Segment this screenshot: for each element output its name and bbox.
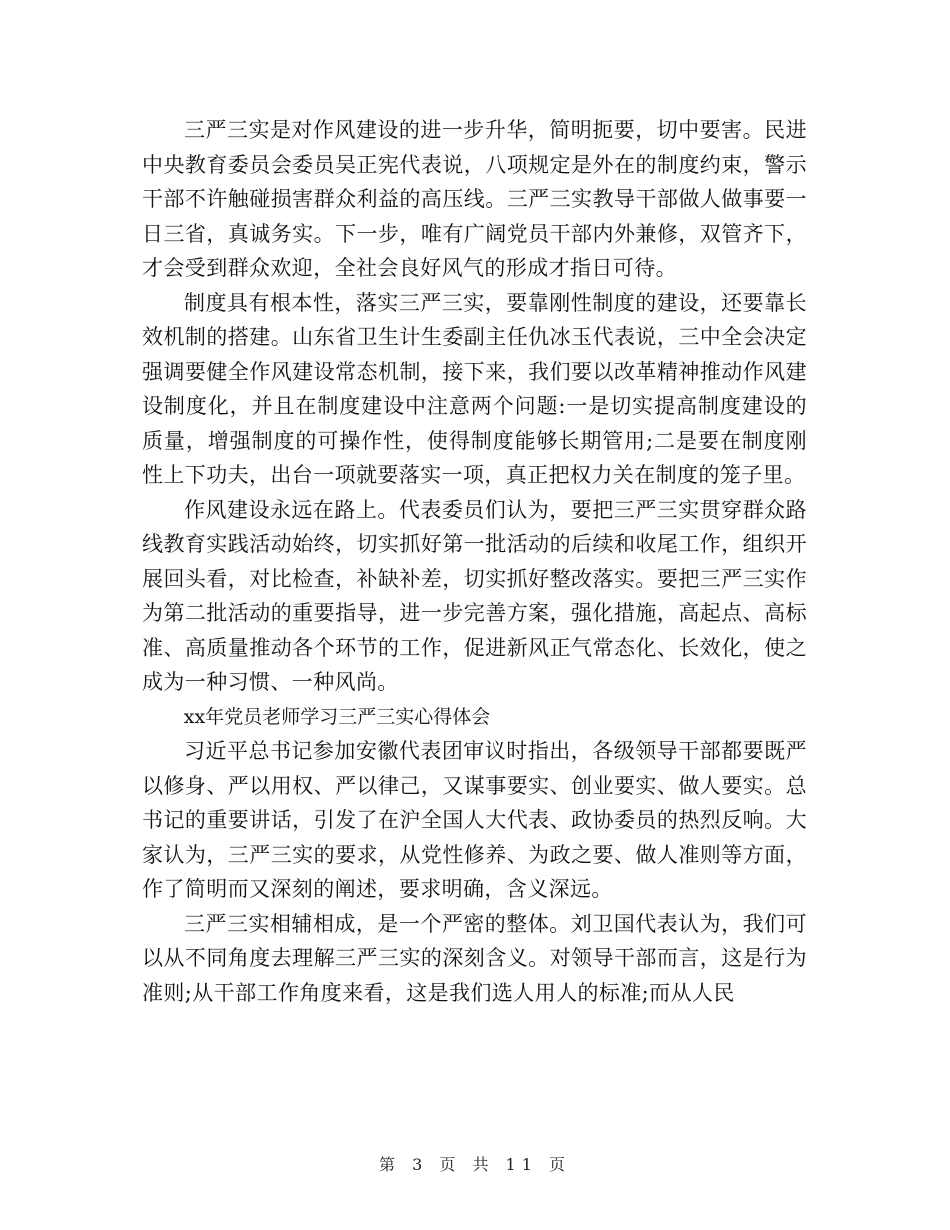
page-number-footer: 第 3 页 共 11 页 xyxy=(379,1155,571,1174)
paragraph: 三严三实相辅相成，是一个严密的整体。刘卫国代表认为，我们可以从不同角度去理解三严三实的深刻含义。对领导干部而言，这是行为准则;从干部工作角度来看，这是我们选人用人的标准;而从人民 xyxy=(142,911,807,1005)
paragraph: 三严三实是对作风建设的进一步升华，简明扼要，切中要害。民进中央教育委员会委员吴正宪代表说，八项规定是外在的制度约束，警示干部不许触碰损害群众利益的高压线。三严三实教导干部做人做事要一日三省，真诚务实。下一步，唯有广阔党员干部内外兼修，双管齐下，才会受到群众欢迎，全社会良好风气的形成才指日可待。 xyxy=(142,118,807,280)
paragraph: 制度具有根本性，落实三严三实，要靠刚性制度的建设，还要靠长效机制的搭建。山东省卫生计生委副主任仇冰玉代表说，三中全会决定强调要健全作风建设常态机制，接下来，我们要以改革精神推动作风建设制度化，并且在制度建设中注意两个问题:一是切实提高制度建设的质量，增强制度的可操作性，使得制度能够长期管用;二是要在制度刚性上下功夫，出台一项就要落实一项，真正把权力关在制度的笼子里。 xyxy=(142,290,807,487)
paragraph: 习近平总书记参加安徽代表团审议时指出，各级领导干部都要既严以修身、严以用权、严以律己，又谋事要实、创业要实、做人要实。总书记的重要讲话，引发了在沪全国人大代表、政协委员的热烈反响。大家认为，三严三实的要求，从党性修养、为政之要、做人准则等方面，作了简明而又深刻的阐述，要求明确，含义深远。 xyxy=(142,739,807,901)
document-body xyxy=(142,113,807,1010)
paragraph: 作风建设永远在路上。代表委员们认为，要把三严三实贯穿群众路线教育实践活动始终，切实抓好第一批活动的后续和收尾工作，组织开展回头看，对比检查，补缺补差，切实抓好整改落实。要把三严三实作为第二批活动的重要指导，进一步完善方案，强化措施，高起点、高标准、高质量推动各个环节的工作，促进新风正气常态化、长效化，使之成为一种习惯、一种风尚。 xyxy=(142,497,807,694)
section-title: xx年党员老师学习三严三实心得体会 xyxy=(183,705,491,728)
